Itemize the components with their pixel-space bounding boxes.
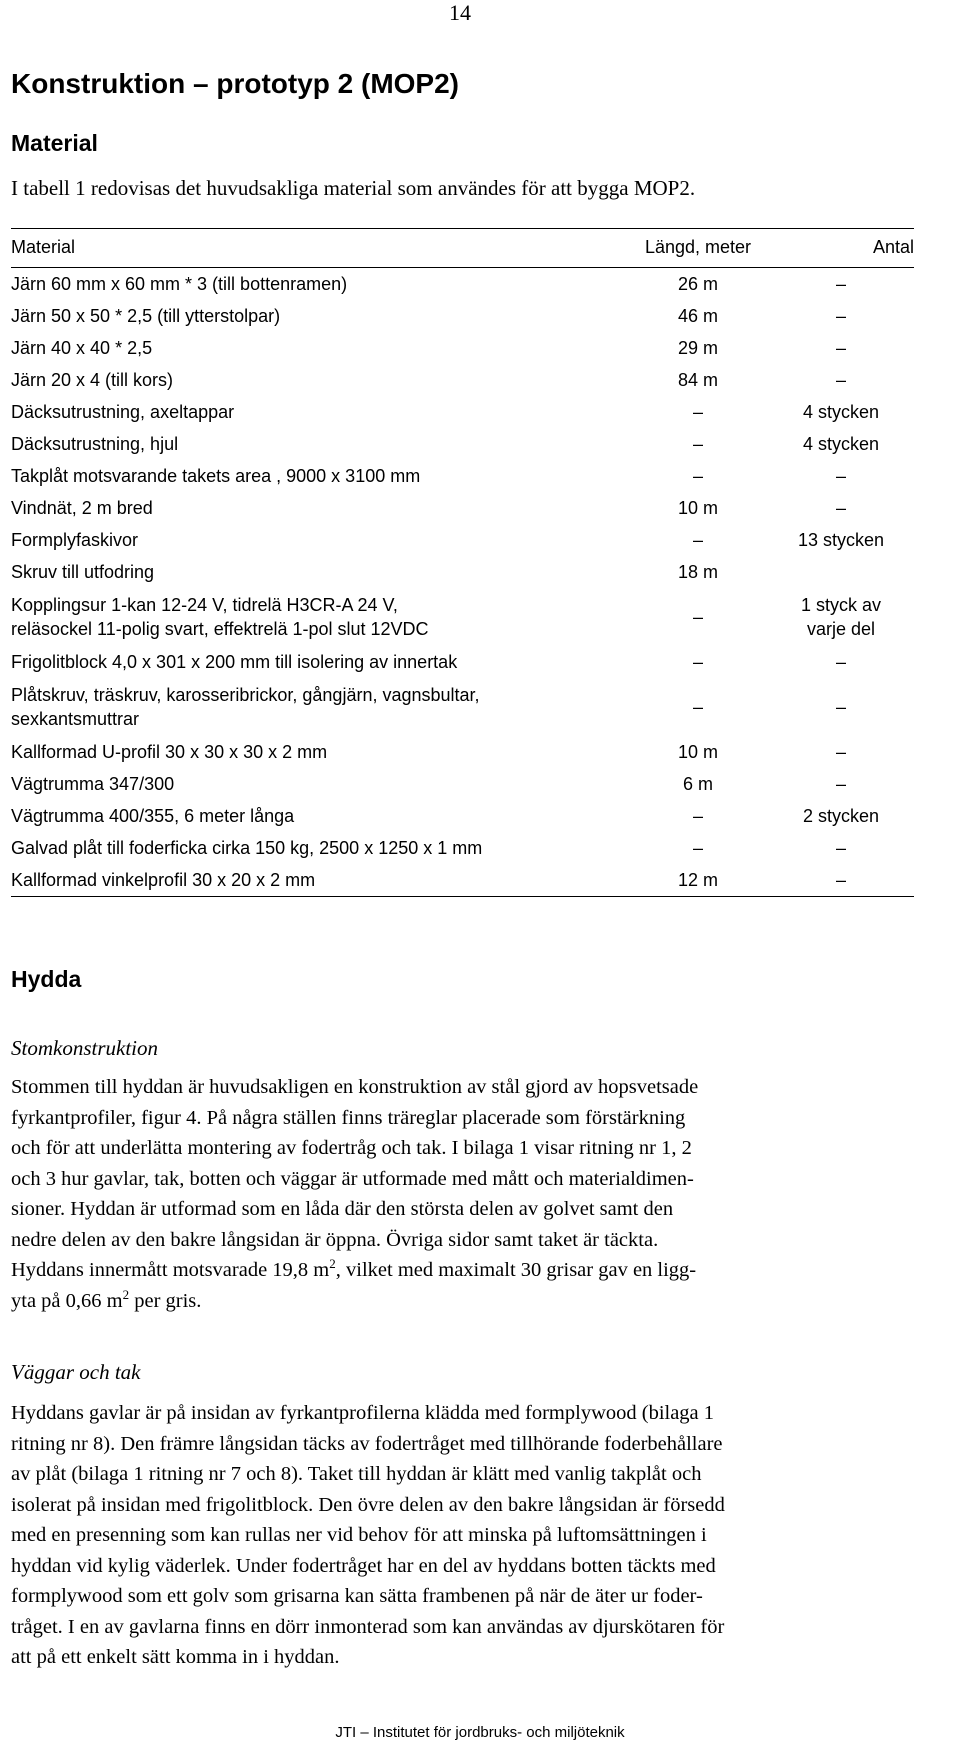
section-heading-hydda: Hydda [11,966,82,992]
count-cell: – [835,498,846,518]
superscript: 2 [329,1256,336,1272]
text-line [11,1255,916,1286]
count-cell: 1 styck av varje del [800,595,882,639]
count-cell: – [835,838,846,858]
length-cell: – [692,838,703,858]
material-cell: Takplåt motsvarande takets area , 9000 x 3100 mm [11,466,421,486]
text-line: och för att underlätta montering av fodertråg och tak. I bilaga 1 visar ritning nr 1, 2 [11,1137,692,1159]
text-line: isolerat på insidan med frigolitblock. Den övre delen av den bakre långsidan är försedd [11,1493,725,1516]
material-cell: Däcksutrustning, axeltappar [11,402,235,422]
material-cell: Galvad plåt till foderficka cirka 150 kg, 2500 x 1250 x 1 mm [11,838,483,858]
count-cell: 13 stycken [797,530,885,550]
table-row [11,768,914,800]
text-line [11,1286,916,1317]
text-line: av plåt (bilaga 1 ritning nr 7 och 8). Taket till hyddan är klätt med vanlig takplåt och [11,1463,702,1485]
length-cell: – [692,434,703,454]
length-cell: 46 m [677,306,719,326]
table-row [11,300,914,332]
table-row [11,460,914,492]
count-cell: 4 stycken [802,434,880,454]
count-cell: – [835,370,846,390]
superscript: 2 [122,1286,130,1302]
length-cell: – [692,607,703,627]
length-cell: 26 m [677,274,719,294]
text-fragment: yta på 0,66 m [11,1289,123,1312]
length-cell: 84 m [677,370,719,390]
text-fragment: per gris. [129,1289,202,1312]
intro-paragraph: I tabell 1 redovisas det huvudsakliga material som användes för att bygga MOP2. [11,176,696,200]
table-header-row [11,229,914,268]
paragraph-vaggar-och-tak [11,1398,916,1673]
table-row [11,556,914,588]
count-cell: – [835,338,846,358]
material-cell: Vägtrumma 347/300 [11,774,175,794]
material-cell: Frigolitblock 4,0 x 301 x 200 mm till isolering av innertak [11,652,458,672]
count-cell: – [835,274,846,294]
length-cell: 10 m [677,498,719,518]
text-line: sioner. Hyddan är utformad som en låda där den största delen av golvet samt den [11,1198,674,1220]
material-table [11,228,914,897]
material-cell: Vindnät, 2 m bred [11,498,153,518]
text-line: Hyddans gavlar är på insidan av fyrkantprofilerna klädda med formplywood (bilaga 1 [11,1402,715,1424]
text-line: Stommen till hyddan är huvudsakligen en konstruktion av stål gjord av hopsvetsade [11,1076,699,1098]
page-title: Konstruktion – prototyp 2 (MOP2) [11,68,459,99]
header-material: Material [11,229,628,268]
section-heading-material: Material [11,130,98,156]
text-fragment: Hyddans innermått motsvarade 19,8 m [11,1259,330,1281]
count-cell: – [835,742,846,762]
page-number: 14 [449,0,471,25]
count-cell: 2 stycken [802,806,880,826]
text-line: tråget. I en av gavlarna finns en dörr inmonterad som kan användas av djurskötaren för [11,1615,725,1638]
table-row [11,800,914,832]
count-cell: – [835,870,846,890]
table-row [11,492,914,524]
length-cell: 6 m [682,774,713,794]
length-cell: – [692,806,703,826]
count-cell [768,556,914,588]
table-row [11,864,914,897]
table-row [11,678,914,736]
count-cell: – [835,466,846,486]
material-cell: Järn 50 x 50 * 2,5 (till ytterstolpar) [11,306,281,326]
length-cell: 12 m [677,870,719,890]
table-row [11,588,914,646]
table-row [11,832,914,864]
table-row [11,332,914,364]
material-cell: Kallformad U-profil 30 x 30 x 30 x 2 mm [11,742,328,762]
table-row [11,268,914,301]
length-cell: 10 m [677,742,719,762]
text-line: och 3 hur gavlar, tak, botten och väggar är utformade med mått och materialdimen- [11,1167,694,1190]
header-length: Längd, meter [628,229,768,268]
text-fragment: , vilket med maximalt 30 grisar gav en ligg- [335,1259,697,1281]
text-line: hyddan vid kylig väderlek. Under fodertråget har en del av hyddans botten täckts med [11,1554,716,1577]
length-cell: – [692,697,703,717]
text-line: att på ett enkelt sätt komma in i hyddan. [11,1646,340,1668]
text-line: fyrkantprofiler, figur 4. På några ställen finns träreglar placerade som förstärkning [11,1106,686,1129]
material-cell: Däcksutrustning, hjul [11,434,179,454]
table-row [11,364,914,396]
table-row [11,396,914,428]
table-row [11,428,914,460]
count-cell: – [835,774,846,794]
table-row [11,524,914,556]
text-line: ritning nr 8). Den främre långsidan täcks av fodertråget med tillhörande foderbehållare [11,1432,723,1455]
material-cell: Järn 20 x 4 (till kors) [11,370,174,390]
length-cell: – [692,402,703,422]
length-cell: 18 m [677,562,719,582]
material-cell: Kallformad vinkelprofil 30 x 20 x 2 mm [11,870,316,890]
material-cell: Vägtrumma 400/355, 6 meter långa [11,806,295,826]
count-cell: – [835,306,846,326]
text-line: med en presenning som kan rullas ner vid behov för att minska på luftomsättningen i [11,1524,707,1546]
count-cell: 4 stycken [802,402,880,422]
table-row [11,646,914,678]
subheading-stomkonstruktion: Stomkonstruktion [11,1036,158,1060]
table-row [11,736,914,768]
material-cell: Formplyfaskivor [11,530,139,550]
page-footer: JTI – Institutet för jordbruks- och miljöteknik [335,1724,625,1741]
count-cell: – [835,697,846,717]
material-cell: Plåtskruv, träskruv, karosseribrickor, gångjärn, vagnsbultar, sexkantsmuttrar [11,685,480,729]
text-line: formplywood som ett golv som grisarna kan sätta frambenen på när de äter ur foder- [11,1585,703,1607]
length-cell: – [692,530,703,550]
length-cell: 29 m [677,338,719,358]
material-cell: Skruv till utfodring [11,562,155,582]
material-cell: Järn 60 mm x 60 mm * 3 (till bottenramen) [11,274,348,294]
length-cell: – [692,652,703,672]
count-cell: – [835,652,846,672]
length-cell: – [692,466,703,486]
header-count: Antal [768,229,914,268]
material-cell: Järn 40 x 40 * 2,5 [11,338,153,358]
paragraph-stomkonstruktion [11,1072,916,1316]
material-cell: Kopplingsur 1-kan 12-24 V, tidrelä H3CR-A 24 V, reläsockel 11-polig svart, effektrelä 1-pol slut 12VDC [11,595,429,639]
text-line: nedre delen av den bakre långsidan är öppna. Övriga sidor samt taket är täckta. [11,1228,659,1251]
subheading-vaggar-och-tak: Väggar och tak [11,1360,141,1384]
